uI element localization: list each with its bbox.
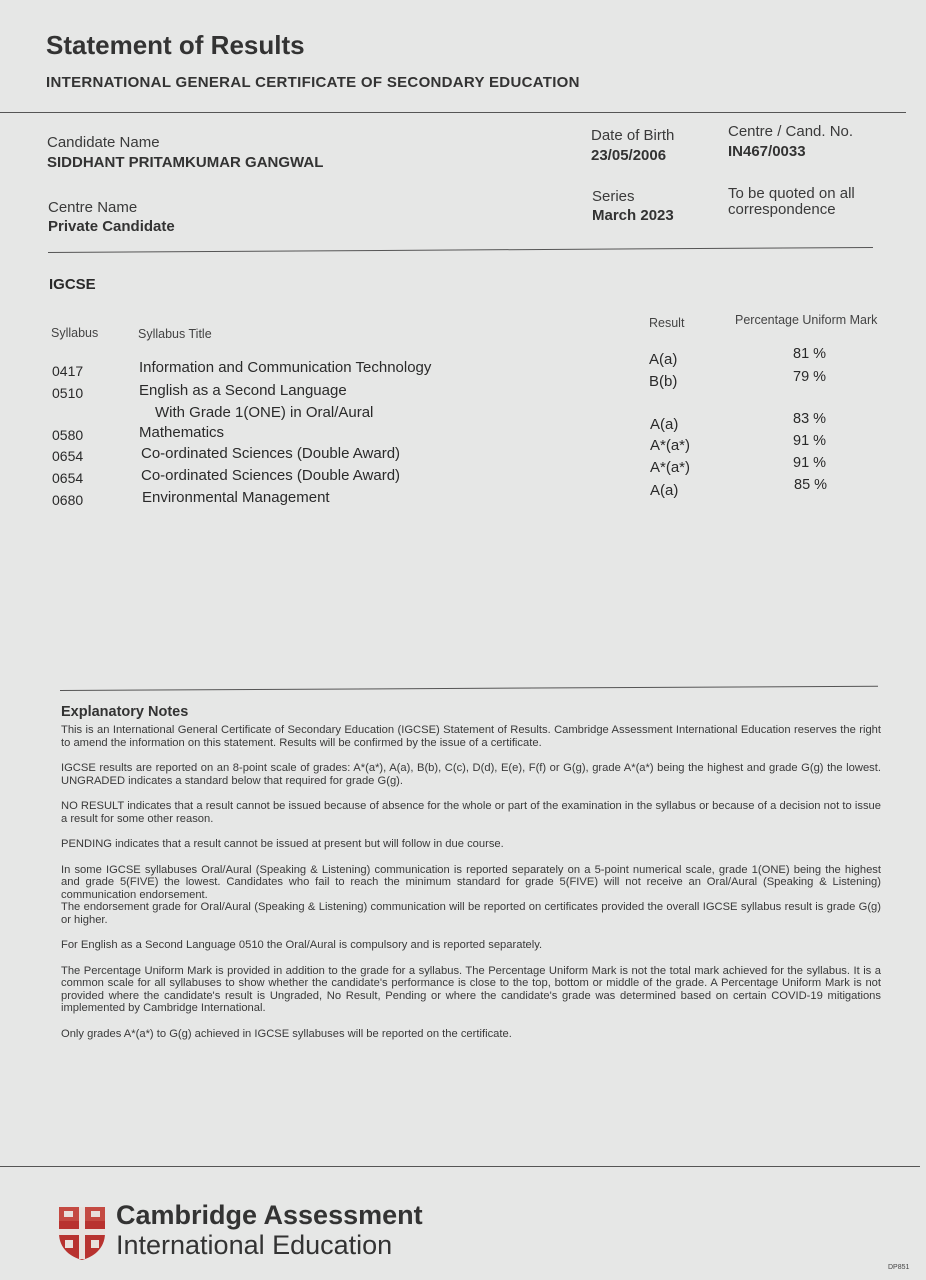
notes-divider [60,686,878,691]
notes-paragraph: For English as a Second Language 0510 the Oral/Aural is compulsory and is reported separately. [61,939,543,951]
table-row [0,469,926,491]
syllabus-title: Co-ordinated Sciences (Double Award) [141,445,401,462]
syllabus-title-endorsement: With Grade 1(ONE) in Oral/Aural [155,404,374,421]
table-row [0,404,926,426]
notes-paragraph: The Percentage Uniform Mark is provided in addition to the grade for a syllabus. The Percentage Uniform Mark is not the total mark achieved for the syllabus. It is a common scale for all syllabuses to show whether the candidate's performance is close to the top, bottom or middle of the grade. A Percentage Uniform Mark is not provided where the candidate's result is Ungraded, No Result, Pending or where the candidate's grade was determined based on certain COVID-19 mitigations implemented by Cambridge International. [61,964,881,1014]
pum-value: 91 % [793,455,827,471]
series-value: March 2023 [592,207,674,224]
syllabus-title: Environmental Management [142,489,330,506]
dob-label: Date of Birth [591,127,675,144]
centre-name-value: Private Candidate [48,218,175,235]
candidate-name: SIDDHANT PRITAMKUMAR GANGWAL [47,154,324,171]
dob-value: 23/05/2006 [591,147,667,164]
syllabus-code: 0510 [52,385,84,401]
table-row [0,447,926,469]
footer-divider [0,1166,920,1167]
explanatory-notes [61,704,881,1053]
quote-note-line2: correspondence [728,201,836,218]
syllabus-title: Mathematics [139,424,225,441]
notes-paragraph: The endorsement grade for Oral/Aural (Speaking & Listening) communication will be reported on certificates provided the overall IGCSE syllabus result is grade G(g) or higher. [61,901,881,926]
pum-value: 79 % [793,369,827,385]
pum-value: 91 % [793,433,827,449]
centre-no-label: Centre / Cand. No. [728,123,854,140]
syllabus-code: 0654 [52,448,84,464]
result-grade: A(a) [649,351,678,368]
logo-line1: Cambridge Assessment [116,1200,423,1230]
table-row [0,384,926,406]
col-pum: Percentage Uniform Mark [735,313,878,327]
col-syllabus-title: Syllabus Title [138,327,212,341]
document-ref: DP851 [888,1264,910,1271]
centre-name-label: Centre Name [48,199,138,216]
notes-paragraph: Only grades A*(a*) to G(g) achieved in IGCSE syllabuses will be reported on the certificate. [61,1027,512,1040]
col-syllabus: Syllabus [51,326,99,340]
notes-paragraph: This is an International General Certificate of Secondary Education (IGCSE) Statement of Results. Cambridge Assessment International Education reserves the right to amend the information on this statement. Results will be confirmed by the issue of a certificate. [61,724,881,749]
cambridge-logo-text [116,1200,423,1260]
pum-value: 83 % [793,411,827,427]
syllabus-title: English as a Second Language [139,382,347,399]
quote-note-line1: To be quoted on all [728,185,855,202]
qualification-label: IGCSE [49,276,96,293]
result-grade: A(a) [650,416,679,433]
table-row [0,491,926,513]
notes-heading: Explanatory Notes [61,704,189,720]
table-row [0,426,926,448]
page-title: Statement of Results [46,30,305,60]
syllabus-code: 0417 [52,363,84,379]
syllabus-code: 0654 [52,470,84,486]
notes-paragraph: In some IGCSE syllabuses Oral/Aural (Speaking & Listening) communication is reported separately on a 5-point numerical scale, grade 1(ONE) being the highest and grade 5(FIVE) the lowest. Candidates who fail to reach the minimum standard for grade 5(FIVE) will not receive an Oral/Aural (Speaking & Listening) communication endorsement. [61,863,881,901]
table-row [0,361,926,383]
page-subtitle: INTERNATIONAL GENERAL CERTIFICATE OF SECONDARY EDUCATION [46,74,580,91]
syllabus-code: 0580 [52,427,84,443]
header-divider [0,112,906,113]
notes-paragraph: PENDING indicates that a result cannot be issued at present but will follow in due course. [61,838,504,850]
series-label: Series [592,188,635,205]
candidate-divider [48,247,873,253]
notes-paragraph: NO RESULT indicates that a result cannot be issued because of absence for the whole or part of the examination in the syllabus or because of a decision not to issue a result for some other reason. [61,800,881,825]
notes-paragraph: IGCSE results are reported on an 8-point scale of grades: A*(a*), A(a), B(b), C(c), D(d), E(e), F(f) or G(g), grade A*(a*) being the highest and grade G(g) the lowest. UNGRADED indicates a standard below that required for grade G(g). [61,762,881,787]
pum-value: 85 % [794,477,828,493]
result-grade: A(a) [650,482,679,499]
pum-value: 81 % [793,346,827,362]
result-grade: A*(a*) [650,437,691,454]
cambridge-crest-icon [57,1205,107,1261]
result-grade: A*(a*) [650,459,691,476]
logo-line2: International Education [116,1230,393,1260]
syllabus-code: 0680 [52,492,84,508]
col-result: Result [649,316,685,330]
centre-no-value: IN467/0033 [728,143,806,160]
result-grade: B(b) [649,373,678,390]
syllabus-title: Information and Communication Technology [139,359,432,376]
candidate-name-label: Candidate Name [47,134,160,151]
syllabus-title: Co-ordinated Sciences (Double Award) [141,467,401,484]
